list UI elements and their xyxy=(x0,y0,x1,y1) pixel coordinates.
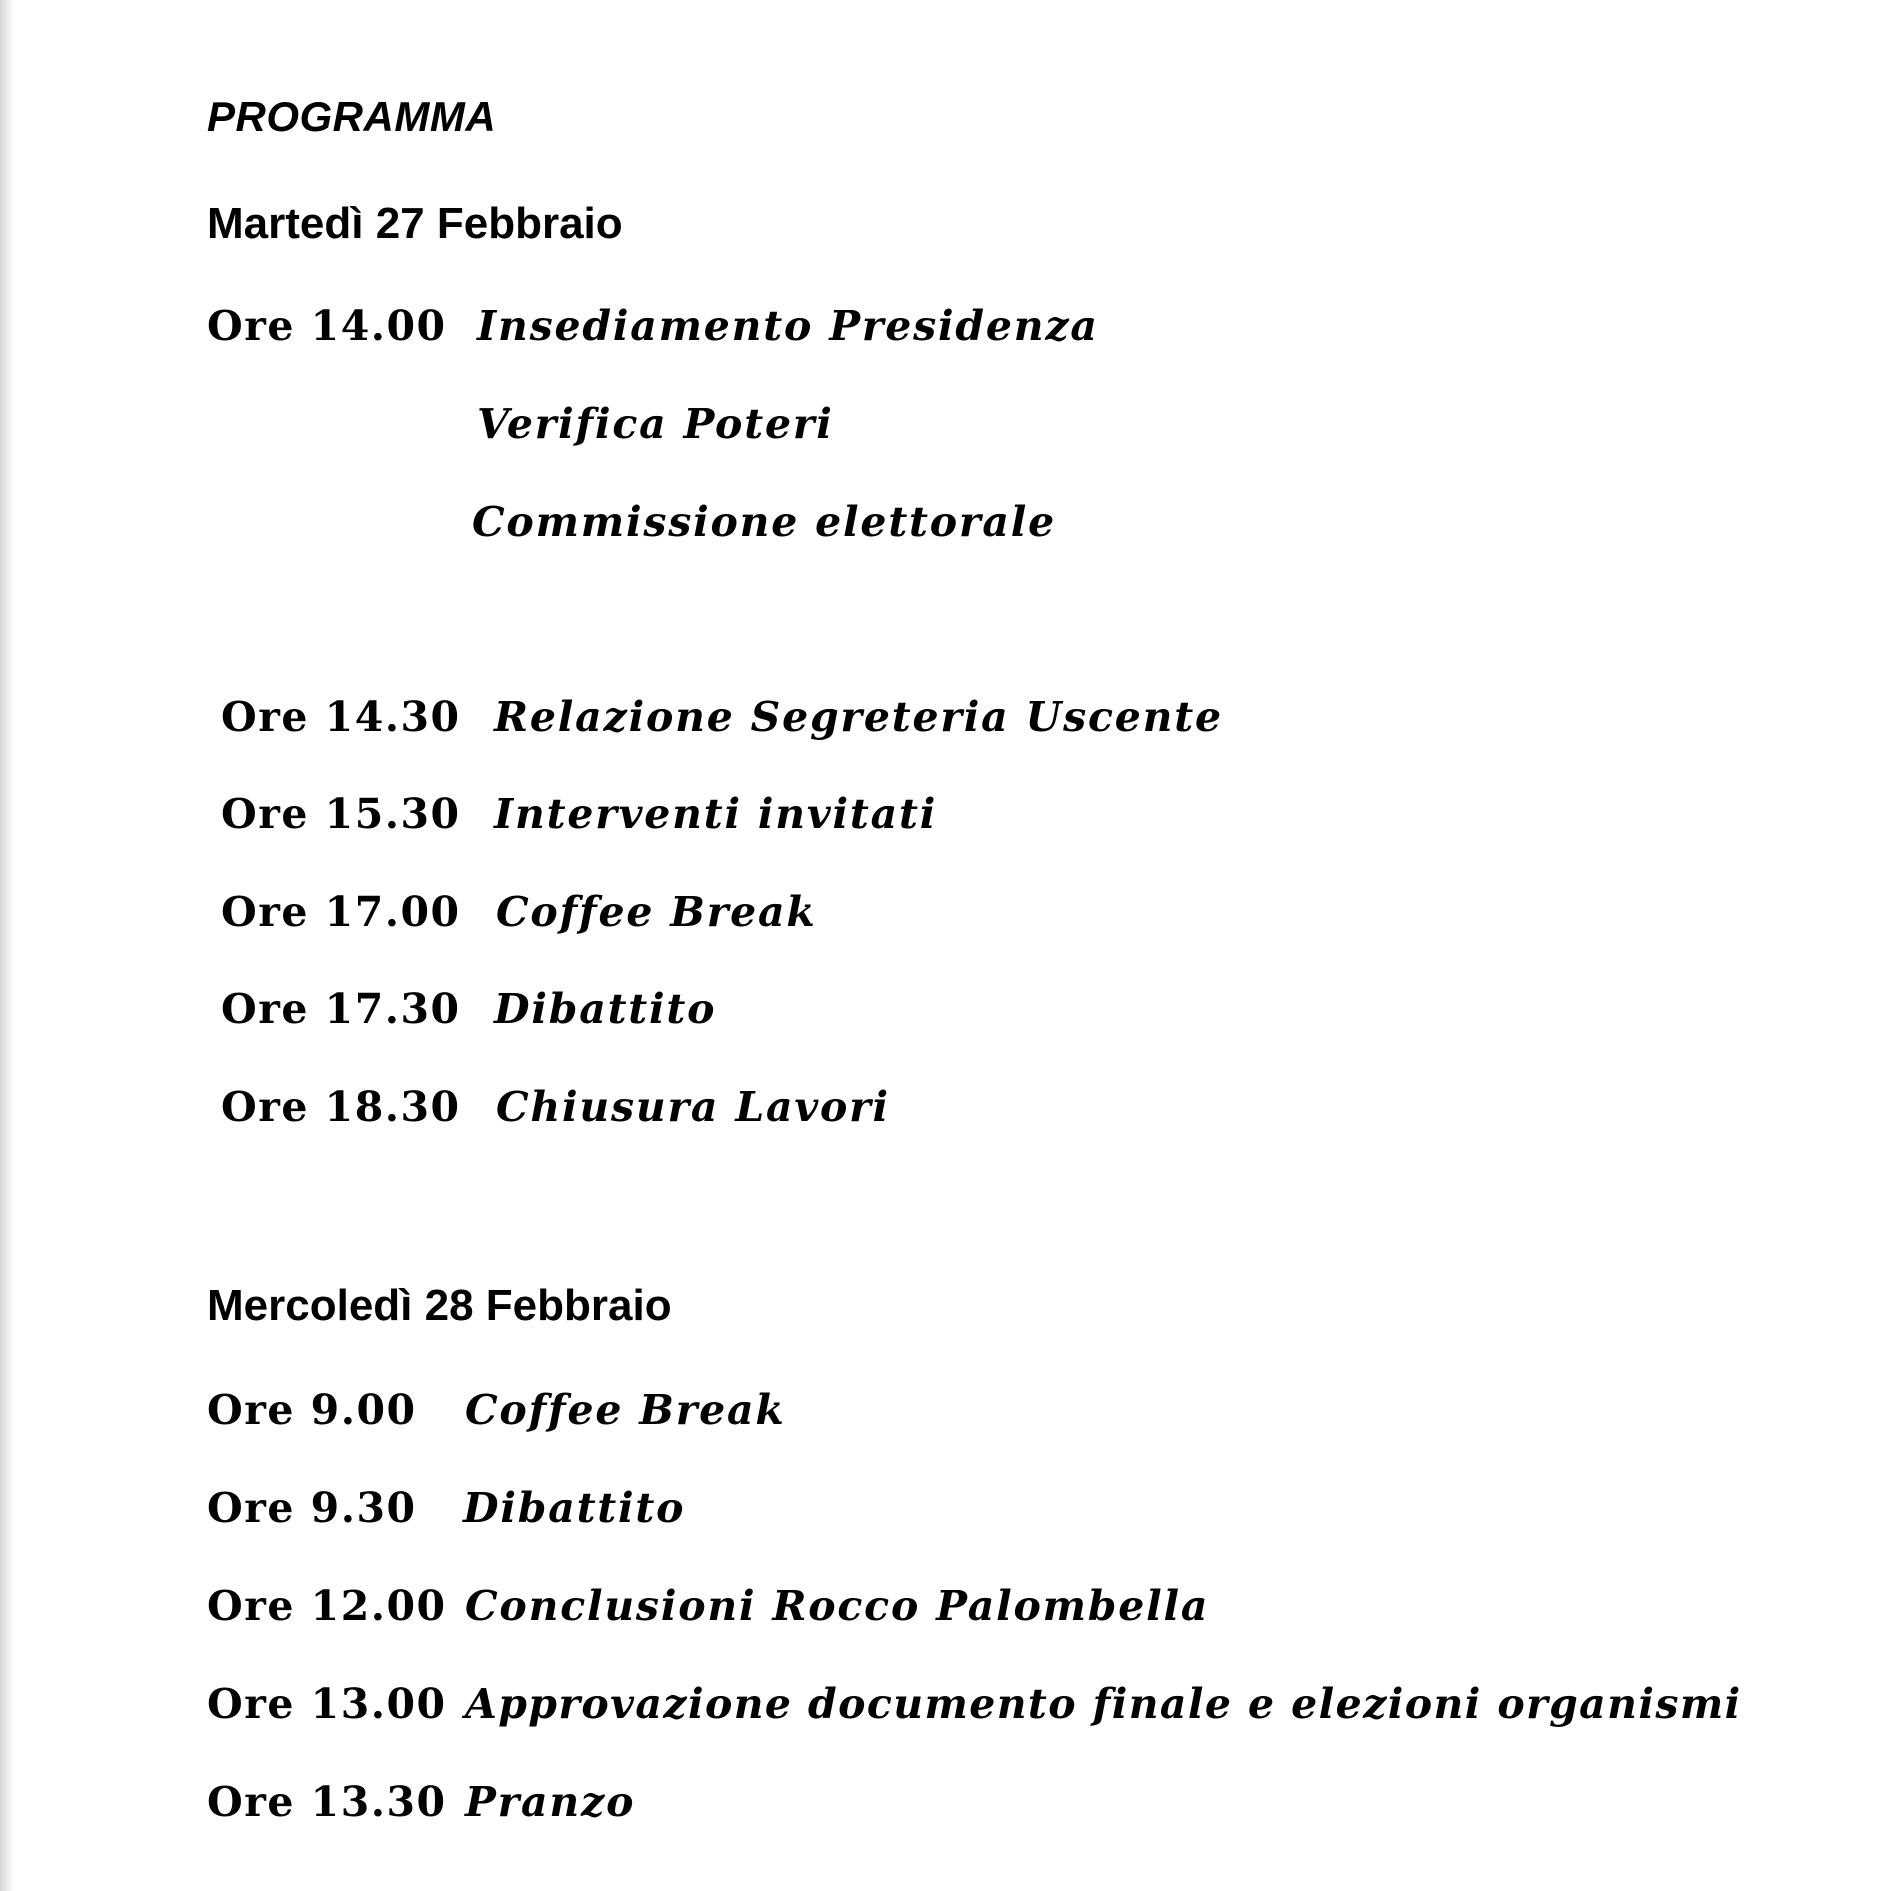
page-title: PROGRAMMA xyxy=(207,93,497,140)
day-heading-2: Mercoledì 28 Febbraio xyxy=(207,1281,672,1330)
schedule-time: Ore 15.30 xyxy=(221,790,461,838)
schedule-time: Ore 9.30 xyxy=(207,1484,417,1532)
schedule-activity: Interventi invitati xyxy=(494,790,938,838)
schedule-time: Ore 17.30 xyxy=(221,985,461,1033)
schedule-activity: Verifica Poteri xyxy=(477,400,834,448)
schedule-activity: Insediamento Presidenza xyxy=(477,302,1099,350)
schedule-activity: Relazione Segreteria Uscente xyxy=(494,693,1223,741)
schedule-time: Ore 9.00 xyxy=(207,1386,417,1434)
schedule-time: Ore 12.00 xyxy=(207,1582,447,1630)
schedule-time: Ore 18.30 xyxy=(221,1083,461,1131)
schedule-activity: Dibattito xyxy=(463,1484,686,1532)
schedule-time: Ore 14.30 xyxy=(221,693,461,741)
day-heading-1: Martedì 27 Febbraio xyxy=(207,199,623,248)
schedule-activity: Commissione elettorale xyxy=(472,498,1056,546)
schedule-time: Ore 13.30 xyxy=(207,1778,447,1826)
schedule-activity: Pranzo xyxy=(465,1778,636,1826)
schedule-activity: Coffee Break xyxy=(496,888,817,936)
schedule-time: Ore 17.00 xyxy=(221,888,461,936)
schedule-activity: Chiusura Lavori xyxy=(496,1083,890,1131)
schedule-activity: Conclusioni Rocco Palombella xyxy=(465,1582,1210,1630)
schedule-time: Ore 13.00 xyxy=(207,1680,447,1728)
schedule-time: Ore 14.00 xyxy=(207,302,447,350)
schedule-activity: Coffee Break xyxy=(465,1386,786,1434)
schedule-activity: Dibattito xyxy=(494,985,717,1033)
schedule-activity: Approvazione documento finale e elezioni organismi xyxy=(465,1680,1742,1728)
